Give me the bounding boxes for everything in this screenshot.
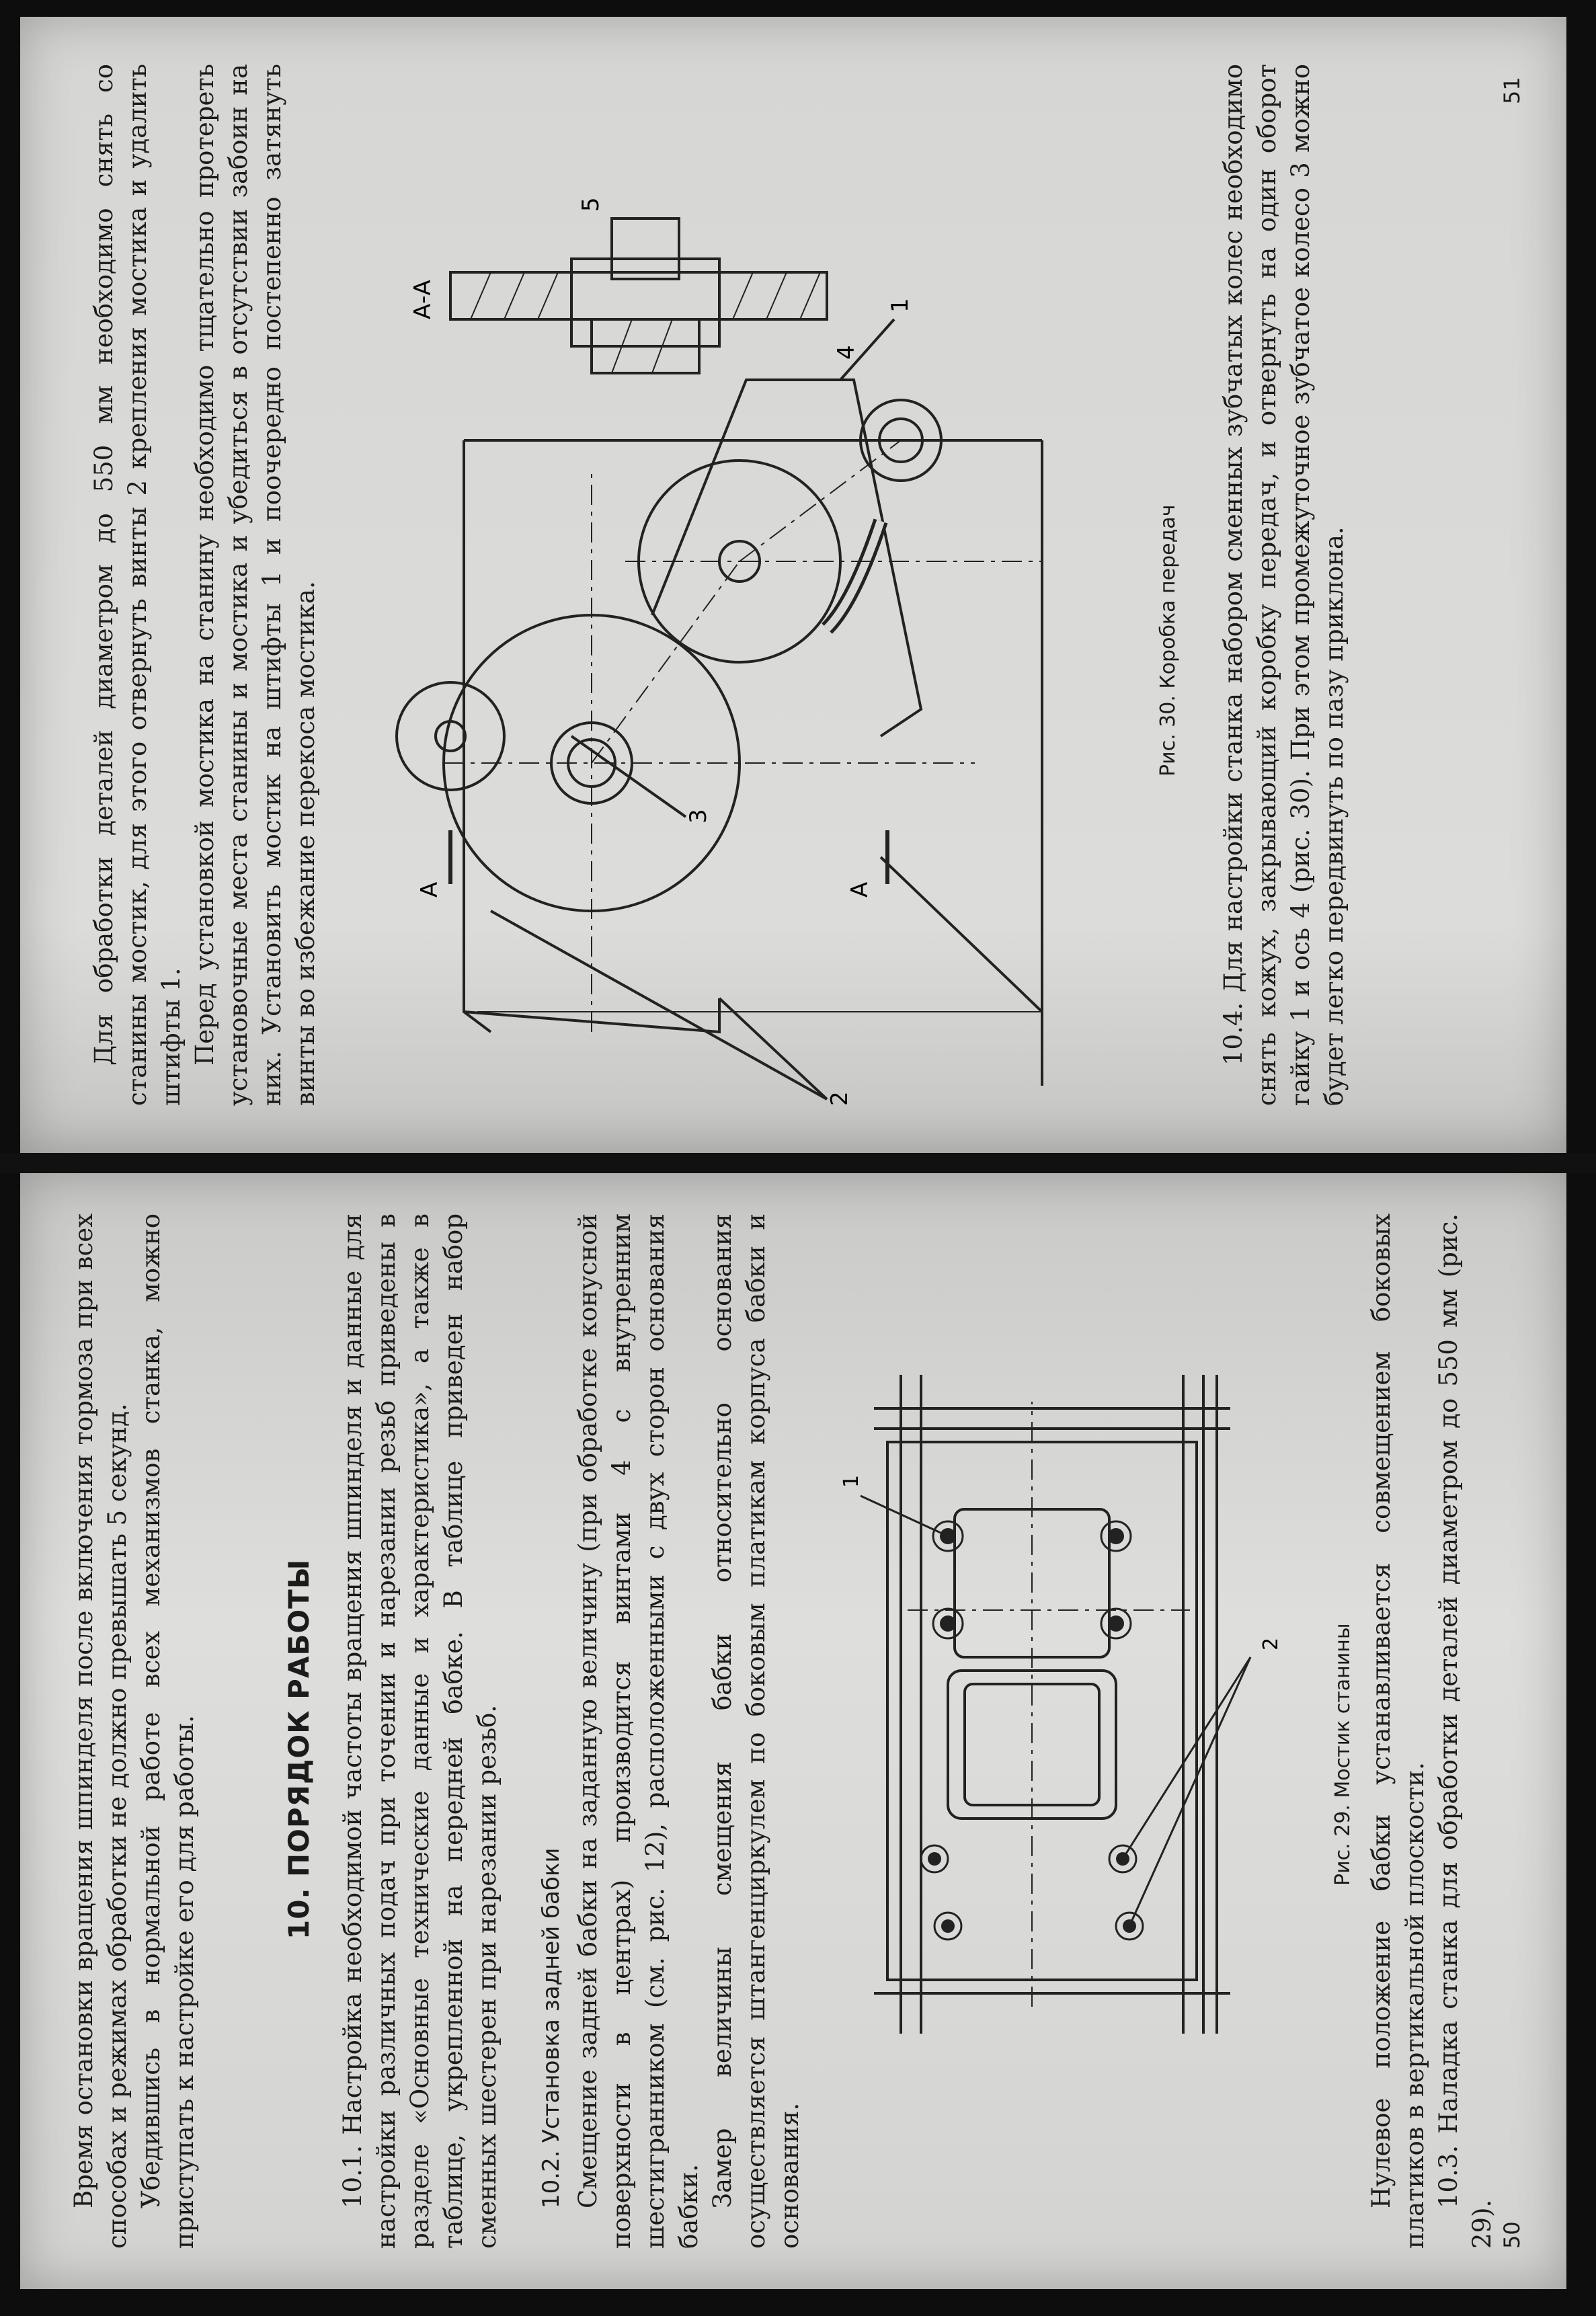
bottom-text xyxy=(1365,1213,1499,2249)
fig30-label-A-left: A xyxy=(846,881,873,897)
fig30-label-1: 1 xyxy=(887,298,914,313)
subheading-10-2: 10.2. Установка задней бабки xyxy=(538,1847,565,2208)
intro-paragraph-1: Время остановки вращения шпинделя после включения тормоза при всех способах и режимах обработки не должно превышать 5 секунд. xyxy=(69,1213,132,2249)
section-heading: 10. ПОРЯДОК РАБОТЫ xyxy=(282,1558,315,1940)
fig30-label-5: 5 xyxy=(577,197,604,212)
paragraph-10-1 xyxy=(336,1213,504,2249)
paragraph-10-2 xyxy=(571,1213,807,2249)
book-gutter xyxy=(0,1153,1596,1173)
page-50 xyxy=(20,1173,1566,2289)
paragraph-10-4-text: 10.4. Для настройки станка набором сменных зубчатых колес необходимо снять кожух, закрывающий коробку передач, и отвернуть на один оборот гайку 1 и ось 4 (рис. 30). При этом промежуточное зубчатое колесо 3 можно будет легко передвинуть по пазу приклона. xyxy=(1219,64,1349,1106)
page-number-51: 51 xyxy=(1499,77,1525,104)
figure-30-gearbox-drawing xyxy=(370,64,1103,1113)
top-paragraph-1: Для обработки деталей диаметром до 550 мм необходимо снять со станины мостик, для этого отвернуть винты 2 крепления мостика и удалить штифты 1. xyxy=(89,64,186,1106)
intro-text xyxy=(67,1213,202,2249)
top-paragraph-2: Перед установкой мостика на станину необходимо тщательно протереть установочные места станины и мостика и убедиться в отсутствии забоин на них. Установить мостик на штифты 1 и поочередно постепенно затянуть винты во избежание перекоса мостика. xyxy=(190,64,320,1106)
bottom-paragraph-1: Нулевое положение бабки устанавливается совмещением боковых платиков в вертикальной плоскости. xyxy=(1367,1213,1429,2249)
figure-29-bridge-drawing xyxy=(813,1254,1298,2208)
page-51 xyxy=(20,17,1566,1153)
top-text xyxy=(87,64,323,1106)
page-number-50: 50 xyxy=(1499,2221,1525,2249)
fig30-label-4: 4 xyxy=(833,345,860,360)
fig30-label-section: А-А xyxy=(409,280,436,319)
figure-29-caption: Рис. 29. Мостик станины xyxy=(1331,1623,1355,1886)
paragraph-10-2-b: Замер величины смещения бабки относительно основания осуществляется штангенциркулем по боковым платикам корпуса бабки и основания. xyxy=(708,1213,804,2249)
paragraph-10-2-a: Смещение задней бабки на заданную величину (при обработке конусной поверхности в центрах) производится винтами 4 с внутренним шестигранником (см. рис. 12), расположенными с двух сторон основания бабки. xyxy=(573,1213,703,2249)
bottom-paragraph-2: 10.3. Наладка станка для обработки деталей диаметром до 550 мм (рис. 29). xyxy=(1434,1213,1497,2249)
fig30-label-2: 2 xyxy=(826,1091,853,1106)
figure-30-caption: Рис. 30. Коробка передач xyxy=(1156,504,1180,776)
fig29-label-2: 2 xyxy=(1259,1637,1283,1650)
paragraph-10-4 xyxy=(1217,64,1351,1106)
fig30-label-A-right: A xyxy=(416,881,443,897)
fig29-label-1: 1 xyxy=(840,1474,863,1488)
fig30-label-3: 3 xyxy=(685,809,712,824)
intro-paragraph-2: Убедившись в нормальной работе всех механизмов станка, можно приступать к настройке его для работы. xyxy=(136,1213,199,2249)
paragraph-10-1-text: 10.1. Настройка необходимой частоты вращения шпинделя и данные для настройки различных подач при точении и нарезании резьб приведены в разделе «Основные технические данные и характеристика», а также в таблице, укрепленной на передней бабке. В таблице приведен набор сменных шестерен при нарезании резьб. xyxy=(338,1213,502,2249)
